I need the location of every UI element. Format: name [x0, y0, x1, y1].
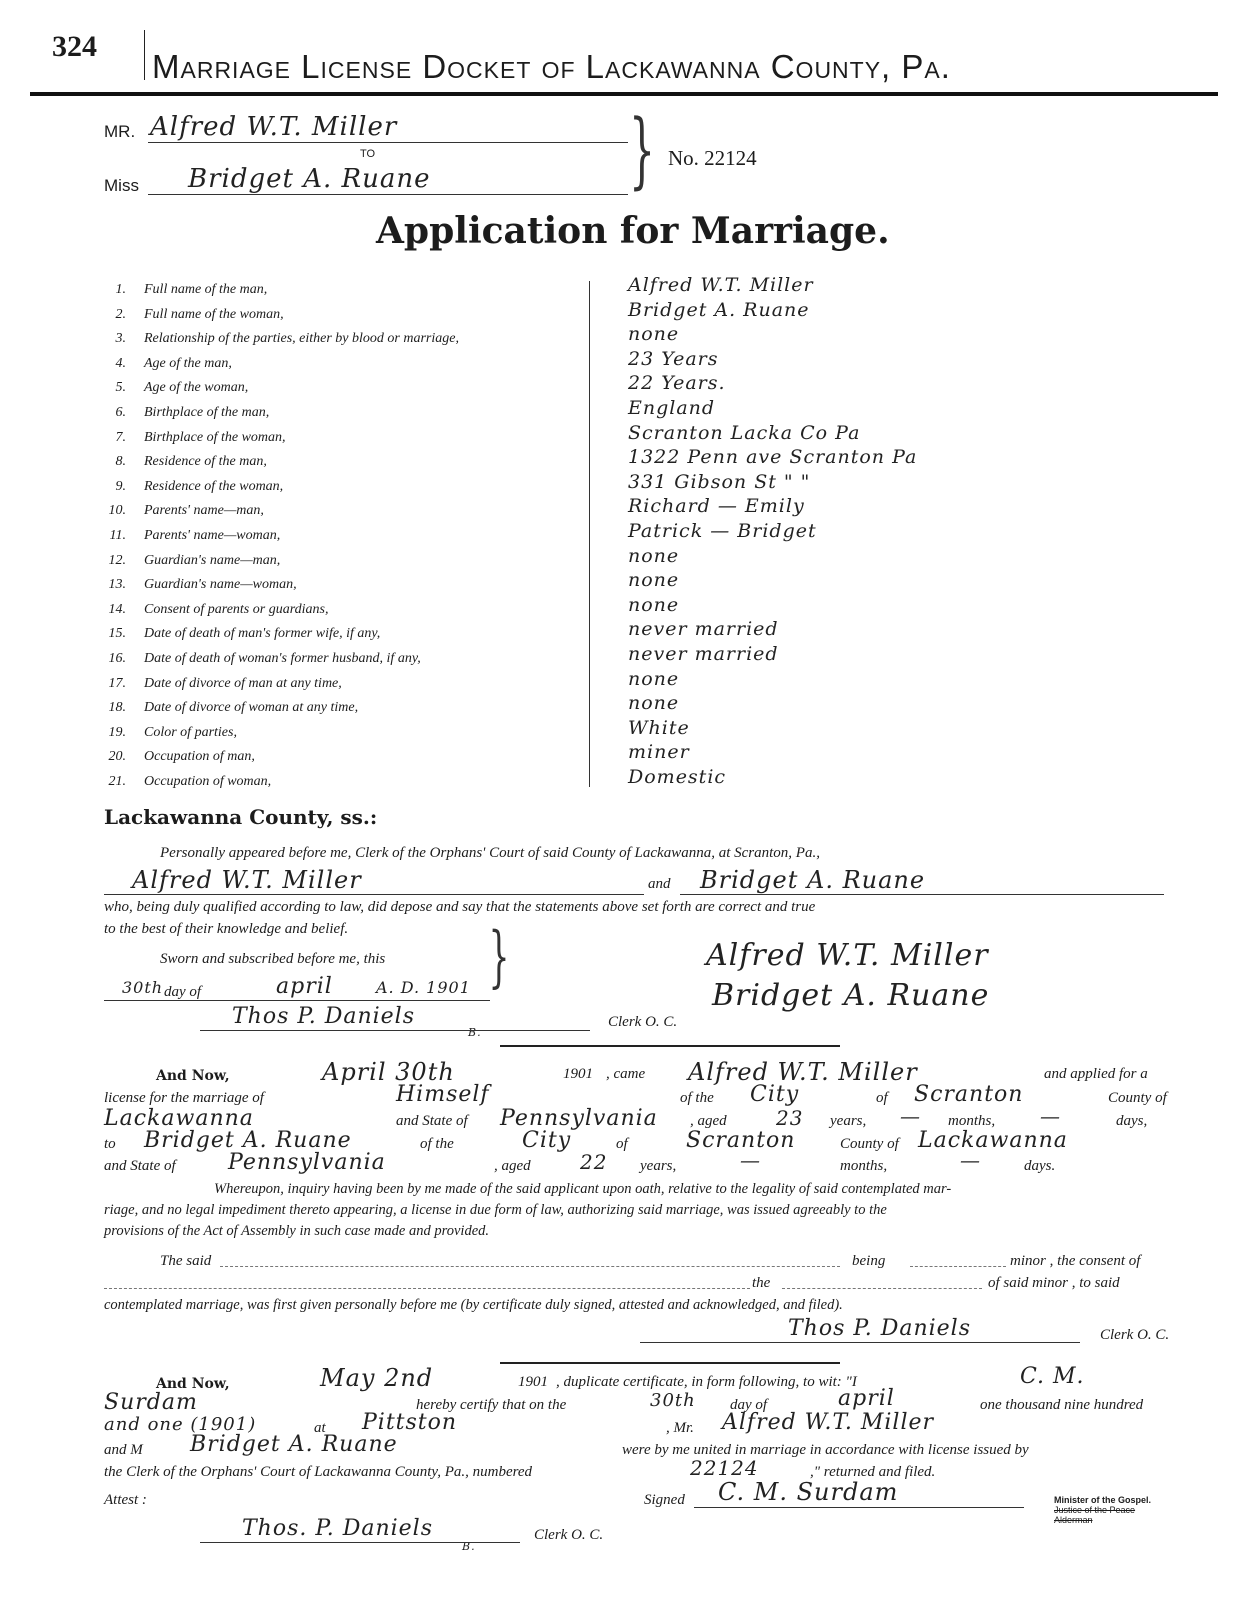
alderman-label: Alderman [1054, 1515, 1093, 1525]
return-united: were by me united in marriage in accordance with license issued by [622, 1442, 1029, 1458]
license-bride: Bridget A. Ruane [144, 1128, 352, 1153]
county-heading: Lackawanna County, ss.: [104, 805, 378, 829]
license-county: Lackawanna [104, 1106, 254, 1131]
question-text: Date of death of man's former wife, if any, [144, 626, 381, 642]
question-row [104, 528, 280, 552]
affiant-woman-line [680, 894, 1164, 895]
sworn-year: A. D. 1901 [376, 978, 471, 997]
question-text: Age of the man, [144, 355, 232, 371]
header-rule [30, 92, 1218, 96]
return-date: May 2nd [320, 1364, 434, 1392]
license-city-word: City [750, 1082, 800, 1107]
clerk-sub-3: B. [462, 1540, 476, 1553]
return-place: Pittston [362, 1410, 458, 1435]
question-number: 13. [108, 577, 126, 593]
license-and-state-of: and State of [104, 1158, 176, 1174]
groom-name: Alfred W.T. Miller [150, 112, 398, 142]
license-of-the-2: of the [420, 1136, 454, 1152]
license-days: days, [1116, 1113, 1148, 1129]
affidavit-line-1: Personally appeared before me, Clerk of the Orphans' Court of said County of Lackawanna, at Scranton, Pa., [160, 845, 820, 861]
minor-line-2a: the [752, 1275, 771, 1291]
question-text: Residence of the man, [144, 454, 267, 470]
sworn-brace: } [488, 918, 510, 995]
license-state: Pennsylvania [500, 1106, 658, 1131]
license-number: No. 22124 [668, 146, 757, 170]
docket-title: Marriage License Docket of Lackawanna County, Pa. [152, 48, 951, 85]
sworn-day-of: day of [164, 984, 202, 1000]
application-title: Application for Marriage. [376, 210, 890, 252]
question-text: Full name of the woman, [144, 306, 284, 322]
license-days-dash-2: — [960, 1148, 981, 1172]
return-number: 22124 [690, 1456, 759, 1480]
return-clerk-line: the Clerk of the Orphans' Court of Lackawanna County, Pa., numbered [104, 1464, 533, 1480]
clerk-label-2: Clerk O. C. [1100, 1327, 1170, 1343]
question-text: Birthplace of the man, [144, 405, 270, 420]
question-text: Guardian's name—man, [144, 552, 281, 568]
license-county-of: County of [1108, 1090, 1167, 1106]
whereupon-2: riage, and no legal impediment thereto appearing, a license in due form of law, authorizing said marriage, was issued agreeably to the [104, 1202, 887, 1218]
question-number: 3. [115, 331, 126, 347]
license-days-2: days. [1024, 1158, 1056, 1174]
question-text: Date of divorce of woman at any time, [144, 700, 359, 716]
answer-value: none [628, 692, 680, 715]
question-number: 7. [115, 429, 126, 445]
minor-line-3: contemplated marriage, was first given personally before me (by certificate duly signed, attested and acknowledged, and filed). [104, 1297, 843, 1313]
answer-value: none [628, 569, 680, 592]
question-row [104, 577, 297, 601]
question-number: 15. [108, 626, 126, 642]
license-state-2: Pennsylvania [228, 1150, 386, 1175]
question-text: Parents' name—man, [144, 503, 264, 519]
return-mr: , Mr. [666, 1420, 694, 1436]
sworn-day: 30th [122, 978, 164, 997]
answer-value: White [628, 716, 690, 739]
section-rule-2 [500, 1362, 840, 1364]
question-row [104, 651, 421, 675]
page-number: 324 [52, 30, 97, 63]
question-row [104, 602, 328, 626]
clerk-line-3 [200, 1542, 520, 1543]
license-months-2: months, [840, 1158, 888, 1174]
question-text: Date of death of woman's former husband, if any, [144, 651, 421, 666]
question-number: 12. [108, 552, 126, 568]
question-number: 4. [115, 355, 126, 371]
question-row [104, 307, 284, 331]
license-months: months, [948, 1113, 996, 1129]
signed-label: Signed [644, 1492, 685, 1508]
answer-value: Scranton Lacka Co Pa [628, 421, 861, 444]
license-date: April 30th [322, 1058, 455, 1086]
license-city: Scranton [914, 1082, 1024, 1107]
return-day-of: day of [730, 1397, 768, 1413]
question-text: Relationship of the parties, either by blood or marriage, [144, 331, 459, 347]
clerk-signature-3: Thos. P. Daniels [242, 1516, 434, 1541]
question-text: Color of parties, [144, 724, 237, 740]
question-text: Parents' name—woman, [144, 528, 281, 543]
question-row [104, 430, 286, 454]
question-number: 21. [108, 774, 126, 789]
question-number: 9. [115, 478, 126, 494]
answer-value: Domestic [628, 766, 727, 788]
license-of: of [876, 1090, 888, 1106]
question-number: 19. [108, 724, 126, 740]
question-row [104, 479, 283, 503]
license-years-2: years, [640, 1158, 677, 1174]
question-number: 8. [115, 454, 126, 470]
question-text: Date of divorce of man at any time, [144, 675, 342, 691]
license-city-word-2: City [522, 1128, 572, 1153]
question-number: 14. [108, 601, 126, 617]
clerk-signature-2: Thos P. Daniels [788, 1316, 972, 1341]
question-text: Age of the woman, [144, 380, 249, 396]
return-certify: hereby certify that on the [416, 1397, 567, 1413]
clerk-line-1 [200, 1030, 590, 1031]
return-groom: Alfred W.T. Miller [722, 1410, 935, 1435]
license-age-man: 23 [776, 1106, 804, 1130]
license-came: , came [606, 1066, 646, 1082]
return-dup: , duplicate certificate, in form following, to wit: "I [556, 1374, 857, 1390]
license-applied: and applied for a [1044, 1066, 1148, 1082]
answer-value: 1322 Penn ave Scranton Pa [628, 446, 918, 469]
license-for: license for the marriage of [104, 1090, 264, 1106]
answer-value: none [628, 544, 680, 567]
groom-line [148, 142, 628, 143]
question-text: Consent of parents or guardians, [144, 601, 329, 617]
question-number: 17. [108, 675, 126, 691]
affiant-man: Alfred W.T. Miller [132, 866, 362, 894]
mr-label: MR. [104, 122, 136, 141]
license-months-dash: — [900, 1104, 921, 1128]
questions-divider [589, 281, 590, 787]
question-text: Residence of the woman, [144, 478, 284, 494]
bride-name: Bridget A. Ruane [188, 164, 431, 194]
minor-line-1c: minor , the consent of [1010, 1253, 1141, 1269]
question-row [104, 503, 264, 527]
question-text: Guardian's name—woman, [144, 577, 297, 593]
attest-label: Attest : [104, 1492, 147, 1508]
license-days-dash: — [1040, 1104, 1061, 1128]
license-state-of: and State of [396, 1113, 468, 1129]
license-county-of-2: County of [840, 1136, 899, 1152]
license-aged-2: , aged [494, 1158, 531, 1174]
justice-label: Justice of the Peace [1054, 1505, 1136, 1515]
and-now-1: And Now, [156, 1068, 230, 1084]
minor-line-1a: The said [160, 1253, 212, 1269]
license-years: years, [830, 1113, 867, 1129]
whereupon-1: Whereupon, inquiry having been by me made of the said applicant upon oath, relative to the legality of said contemplated mar- [214, 1181, 952, 1197]
question-row [104, 553, 280, 577]
answer-value: never married [628, 618, 779, 641]
return-thousand: one thousand nine hundred [980, 1397, 1144, 1413]
minor-line-1b: being [852, 1253, 886, 1269]
question-row [104, 749, 255, 773]
question-number: 10. [108, 503, 126, 519]
bride-line [148, 194, 628, 195]
question-row [104, 774, 271, 798]
affidavit-line-2: who, being duly qualified according to law, did depose and say that the statements above set forth are correct and true [104, 899, 816, 915]
answer-value: none [628, 667, 680, 690]
question-number: 11. [109, 528, 126, 543]
license-of-the: of the [680, 1090, 714, 1106]
miss-label: Miss [104, 176, 139, 195]
whereupon-3: provisions of the Act of Assembly in such case made and provided. [104, 1223, 490, 1239]
question-row [104, 700, 358, 724]
question-text: Occupation of man, [144, 749, 255, 765]
minor-dash-1 [220, 1266, 840, 1267]
affidavit-line-3: to the best of their knowledge and belief. [104, 921, 349, 937]
sworn-line-rule [104, 1000, 490, 1001]
answer-value: Richard — Emily [628, 495, 805, 518]
clerk-signature-1: Thos P. Daniels [232, 1004, 416, 1029]
question-number: 2. [115, 306, 126, 322]
parties-brace: } [629, 103, 656, 198]
license-himself: Himself [396, 1082, 490, 1107]
return-at: at [314, 1420, 326, 1436]
question-row [104, 282, 267, 306]
answer-value: miner [628, 741, 690, 764]
affiant-woman: Bridget A. Ruane [700, 866, 926, 894]
header-divider [144, 30, 145, 80]
answer-value: none [628, 593, 680, 616]
signature-woman: Bridget A. Ruane [712, 978, 990, 1013]
minister-label: Minister of the Gospel. [1054, 1495, 1152, 1505]
minor-dash-3 [104, 1288, 750, 1289]
license-months-dash-2: — [740, 1148, 761, 1172]
return-officiant-a: C. M. [1020, 1364, 1085, 1389]
sworn-line: Sworn and subscribed before me, this [160, 951, 386, 967]
clerk-line-2 [640, 1342, 1080, 1343]
return-month: april [838, 1386, 895, 1411]
license-year: 1901 [563, 1066, 593, 1082]
license-county-2: Lackawanna [918, 1128, 1068, 1153]
question-row [104, 454, 267, 478]
and-now-2: And Now, [156, 1376, 230, 1392]
answer-value: 22 Years. [628, 372, 726, 395]
question-row [104, 405, 269, 429]
question-text: Occupation of woman, [144, 774, 272, 789]
question-number: 5. [115, 380, 126, 396]
return-and-m: and M [104, 1442, 143, 1458]
to-label: TO [360, 148, 376, 160]
question-row [104, 380, 248, 404]
question-number: 1. [115, 282, 126, 297]
return-year-words: and one (1901) [104, 1414, 257, 1435]
license-age-woman: 22 [580, 1150, 608, 1174]
question-row [104, 331, 459, 355]
answer-value: 331 Gibson St " " [628, 470, 811, 493]
license-applicant: Alfred W.T. Miller [688, 1058, 918, 1086]
signature-man: Alfred W.T. Miller [706, 938, 989, 973]
answer-value: none [628, 323, 680, 346]
return-returned: ," returned and filed. [810, 1464, 936, 1480]
question-row [104, 725, 237, 749]
answer-value: Alfred W.T. Miller [628, 274, 814, 296]
sworn-month: april [276, 974, 333, 999]
question-number: 6. [115, 405, 126, 420]
license-city-2: Scranton [686, 1128, 796, 1153]
question-text: Birthplace of the woman, [144, 429, 286, 445]
return-day: 30th [650, 1390, 696, 1411]
license-of-2: of [616, 1136, 628, 1152]
answer-value: England [628, 397, 716, 419]
answer-value: never married [628, 643, 779, 665]
license-aged: , aged [690, 1113, 727, 1129]
question-row [104, 356, 232, 380]
question-row [104, 626, 380, 650]
question-number: 18. [108, 700, 126, 716]
officiant-signature: C. M. Surdam [718, 1478, 899, 1506]
clerk-sub-1: B. [468, 1026, 482, 1039]
affidavit-and: and [648, 876, 671, 892]
question-row [104, 676, 342, 700]
return-bride: Bridget A. Ruane [190, 1432, 398, 1457]
section-rule-1 [500, 1045, 840, 1047]
minor-dash-4 [782, 1288, 982, 1289]
officiant-line [694, 1507, 1024, 1508]
minor-line-2b: of said minor , to said [988, 1275, 1120, 1291]
clerk-label-1: Clerk O. C. [608, 1014, 678, 1030]
return-year: 1901 [518, 1374, 548, 1390]
affiant-man-line [104, 894, 644, 895]
answer-value: Bridget A. Ruane [628, 298, 810, 321]
clerk-label-3: Clerk O. C. [534, 1527, 604, 1543]
question-number: 20. [108, 749, 126, 765]
return-officiant-b: Surdam [104, 1390, 198, 1415]
answer-value: 23 Years [628, 347, 719, 370]
question-number: 16. [108, 651, 126, 666]
license-to: to [104, 1136, 116, 1152]
minor-dash-2 [910, 1266, 1006, 1267]
answer-value: Patrick — Bridget [628, 520, 817, 542]
question-text: Full name of the man, [144, 282, 268, 297]
